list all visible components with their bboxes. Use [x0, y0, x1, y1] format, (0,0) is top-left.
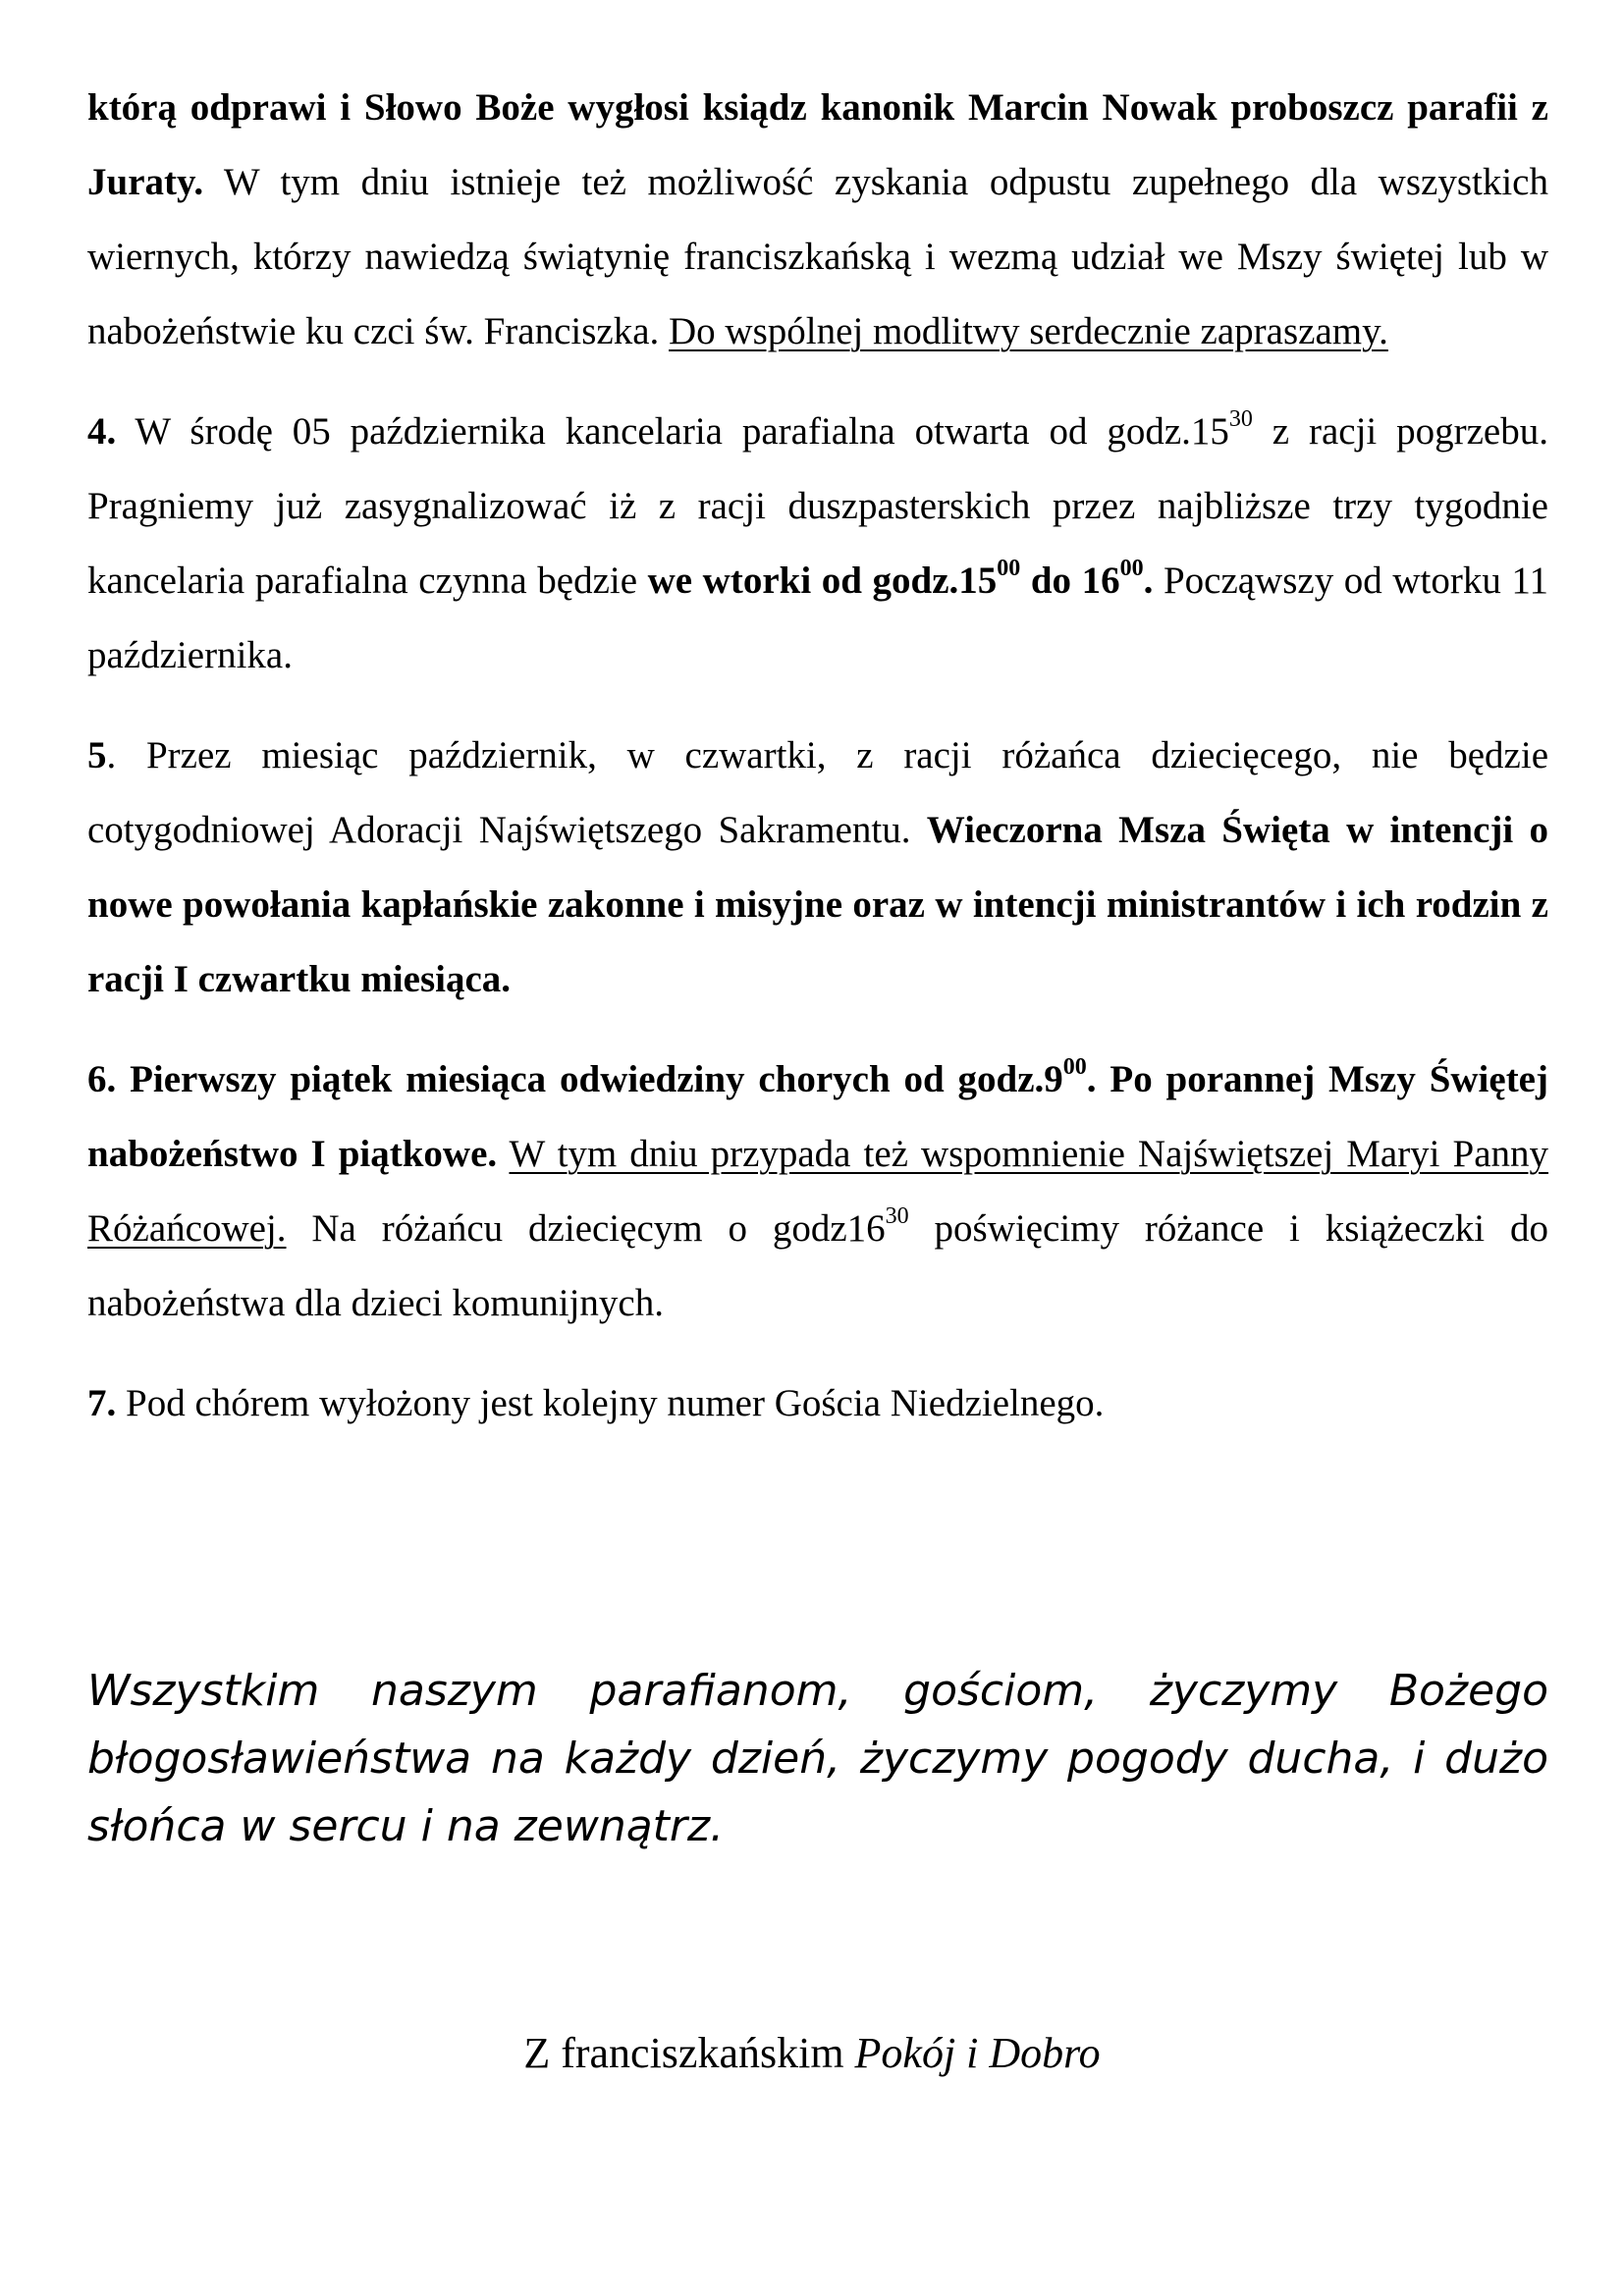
closing-motto: Pokój i Dobro — [854, 2029, 1101, 2077]
rosary-blessing-text: Na różańcu dziecięcym o godz16 — [286, 1207, 886, 1250]
document-body — [87, 71, 1548, 1441]
superscript: 30 — [885, 1203, 909, 1229]
closing-line — [0, 2024, 1624, 2083]
rosary-text: . Przez miesiąc październik, w czwartki, z racji różańca dziecięcego, nie będzie cotygodniowej Adoracji Najświętszego Sakramentu. — [87, 734, 1548, 851]
indulgence-text: W tym dniu istnieje też możliwość zyskania odpustu zupełnego dla wszystkich wiernych, którzy nawiedzą świątynię franciszkańską i wezmą udział we Mszy świętej lub w nabożeństwie ku czci św. Franciszka. — [87, 161, 1548, 352]
office-hours-start: Począwszy od wtorku 11 października. — [87, 560, 1548, 676]
item-number-7: 7. — [87, 1382, 117, 1424]
wishes-text: Wszystkim naszym parafianom, gościom, życzymy Bożego błogosławieństwa na każdy dzień, życzymy pogody ducha, i dużo słońca w sercu i na zewnątrz. — [87, 1666, 1548, 1851]
item-number-5: 5 — [87, 734, 107, 776]
item-number-4: 4. — [87, 410, 117, 453]
celebrant-info: którą odprawi i Słowo Boże wygłosi ksiądz kanonik Marcin Nowak proboszcz parafii z Juraty. — [87, 86, 1548, 203]
first-friday-bold: 6. Pierwszy piątek miesiąca odwiedziny chorych od $godz.9^{00}$. Po porannej Mszy Świętej nabożeństwo I piątkowe. — [87, 1054, 1548, 1175]
office-hours-text-2: z racji pogrzebu. Pragniemy już zasygnalizować iż z racji duszpasterskich przez najbliższe trzy tygodnie kancelaria parafialna czynna będzie — [87, 410, 1548, 602]
paragraph-6 — [87, 1042, 1548, 1341]
magazine-text: Pod chórem wyłożony jest kolejny numer Gościa Niedzielnego. — [116, 1382, 1105, 1424]
office-hours-bold: we wtorki od $godz.15^{00}$ do $16^{00}$. — [647, 556, 1154, 602]
office-hours-text: W środę 05 października kancelaria parafialna otwarta od godz.15 — [116, 410, 1229, 453]
paragraph-3-continued — [87, 71, 1548, 369]
rosary-blessing-text-2: poświęcimy różance i książeczki do nabożeństwa dla dzieci komunijnych. — [87, 1207, 1548, 1324]
closing-text: Z franciszkańskim — [523, 2029, 855, 2077]
invitation-text: Do wspólnej modlitwy serdecznie zapraszamy. — [669, 310, 1388, 352]
paragraph-4 — [87, 395, 1548, 693]
evening-mass-text: Wieczorna Msza Święta w intencji o nowe powołania kapłańskie zakonne i misyjne oraz w intencji ministrantów i ich rodzin z racji I czwartku miesiąca. — [87, 809, 1549, 1000]
memorial-text: W tym dniu przypada też wspomnienie Najświętszej Maryi Panny Różańcowej. — [87, 1133, 1549, 1250]
superscript: 30 — [1228, 406, 1253, 432]
paragraph-5 — [87, 719, 1548, 1017]
paragraph-7 — [87, 1366, 1548, 1441]
